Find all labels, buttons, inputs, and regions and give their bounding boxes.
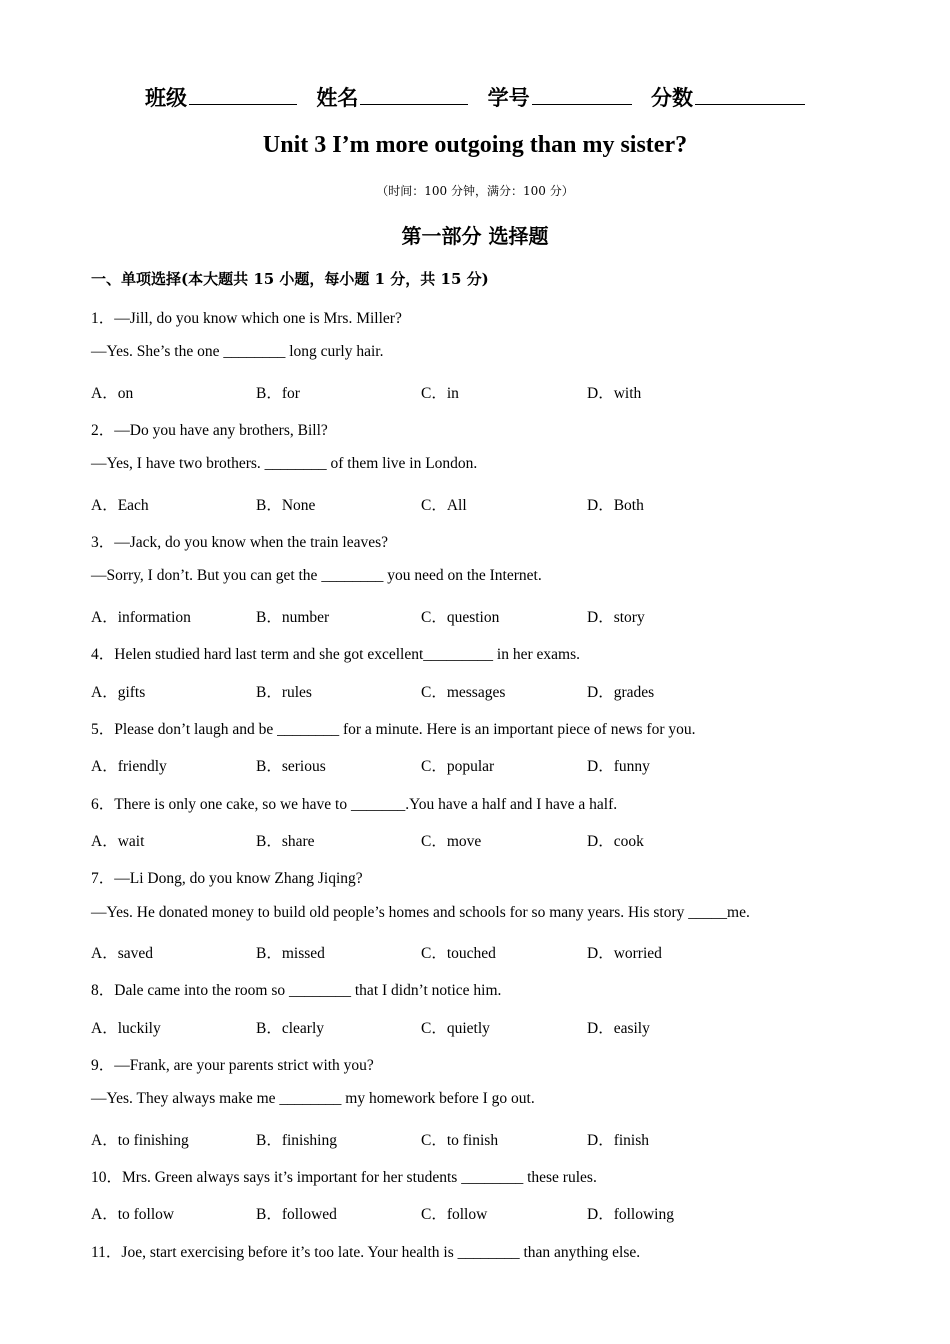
- option-b: B．clearly: [256, 1020, 325, 1037]
- option-d: D．following: [587, 1206, 674, 1223]
- class-blank: [189, 86, 297, 105]
- exam-time-info: （时间：100 分钟，满分：100 分）: [376, 184, 574, 198]
- question-line: 8．Dale came into the room so ________ that I didn’t notice him.: [91, 982, 502, 999]
- option-b: B．number: [256, 609, 330, 626]
- options-row: [91, 754, 851, 776]
- option-d: D．Both: [587, 497, 644, 514]
- id-label: 学号: [487, 85, 530, 110]
- option-c: C．in: [421, 385, 459, 402]
- option-a: A．saved: [91, 945, 153, 962]
- options-row: [91, 381, 851, 403]
- name-label: 姓名: [316, 85, 359, 110]
- question-line: —Sorry, I don’t. But you can get the ________ you need on the Internet.: [91, 567, 542, 584]
- option-c: C．follow: [421, 1206, 488, 1223]
- option-c: C．messages: [421, 684, 506, 701]
- option-d: D．finish: [587, 1132, 650, 1149]
- option-b: B．for: [256, 385, 300, 402]
- option-d: D．easily: [587, 1020, 650, 1037]
- option-d: D．with: [587, 385, 642, 402]
- id-blank: [532, 86, 632, 105]
- option-a: A．friendly: [91, 758, 167, 775]
- option-b: B．missed: [256, 945, 325, 962]
- question-line: 11．Joe, start exercising before it’s too late. Your health is ________ than anything else.: [91, 1244, 641, 1261]
- section-title: 一、单项选择(本大题共 15 小题，每小题 1 分，共 15 分): [91, 270, 489, 288]
- option-a: A．luckily: [91, 1020, 161, 1037]
- id-field: [488, 82, 632, 112]
- question-line: —Yes. They always make me ________ my homework before I go out.: [91, 1090, 535, 1107]
- options-row: [91, 941, 851, 963]
- name-field: [316, 82, 468, 112]
- option-d: D．funny: [587, 758, 650, 775]
- option-d: D．cook: [587, 833, 644, 850]
- option-b: B．finishing: [256, 1132, 337, 1149]
- class-label: 班级: [145, 85, 188, 110]
- option-d: D．worried: [587, 945, 662, 962]
- option-c: C．quietly: [421, 1020, 490, 1037]
- question-line: 7．—Li Dong, do you know Zhang Jiqing?: [91, 870, 363, 887]
- option-b: B．None: [256, 497, 316, 514]
- option-b: B．rules: [256, 684, 312, 701]
- options-row: [91, 1128, 851, 1150]
- score-field: [651, 82, 805, 112]
- question-line: 4．Helen studied hard last term and she got excellent_________ in her exams.: [91, 646, 580, 663]
- question-line: —Yes. She’s the one ________ long curly hair.: [91, 343, 384, 360]
- question-line: —Yes. He donated money to build old people’s homes and schools for so many years. His story _____me.: [91, 904, 750, 921]
- question-line: 2．—Do you have any brothers, Bill?: [91, 422, 328, 439]
- options-row: [91, 1016, 851, 1038]
- option-a: A．to finishing: [91, 1132, 189, 1149]
- question-line: 1．—Jill, do you know which one is Mrs. Miller?: [91, 310, 402, 327]
- question-line: 3．—Jack, do you know when the train leaves?: [91, 534, 389, 551]
- option-c: C．to finish: [421, 1132, 499, 1149]
- option-c: C．All: [421, 497, 467, 514]
- option-b: B．followed: [256, 1206, 337, 1223]
- question-line: 10．Mrs. Green always says it’s important for her students ________ these rules.: [91, 1169, 597, 1186]
- options-row: [91, 829, 851, 851]
- option-a: A．wait: [91, 833, 145, 850]
- options-row: [91, 605, 851, 627]
- question-line: 5．Please don’t laugh and be ________ for a minute. Here is an important piece of news for you.: [91, 721, 696, 738]
- options-row: [91, 493, 851, 515]
- option-c: C．popular: [421, 758, 495, 775]
- question-line: —Yes, I have two brothers. ________ of them live in London.: [91, 455, 478, 472]
- option-a: A．Each: [91, 497, 149, 514]
- student-info-header: [0, 82, 950, 112]
- question-line: 6．There is only one cake, so we have to _______.You have a half and I have a half.: [91, 796, 618, 813]
- options-row: [91, 680, 851, 702]
- option-c: C．question: [421, 609, 500, 626]
- option-a: A．information: [91, 609, 191, 626]
- option-a: A．gifts: [91, 684, 146, 701]
- option-a: A．on: [91, 385, 134, 402]
- part-title: 第一部分 选择题: [401, 224, 549, 248]
- page-title: Unit 3 I’m more outgoing than my sister?: [262, 132, 688, 158]
- options-row: [91, 1202, 851, 1224]
- option-d: D．story: [587, 609, 645, 626]
- question-line: 9．—Frank, are your parents strict with you?: [91, 1057, 374, 1074]
- name-blank: [360, 86, 468, 105]
- option-a: A．to follow: [91, 1206, 175, 1223]
- score-blank: [695, 86, 805, 105]
- class-field: [145, 82, 297, 112]
- score-label: 分数: [650, 85, 693, 110]
- option-b: B．serious: [256, 758, 326, 775]
- option-c: C．move: [421, 833, 482, 850]
- option-d: D．grades: [587, 684, 655, 701]
- option-b: B．share: [256, 833, 315, 850]
- option-c: C．touched: [421, 945, 496, 962]
